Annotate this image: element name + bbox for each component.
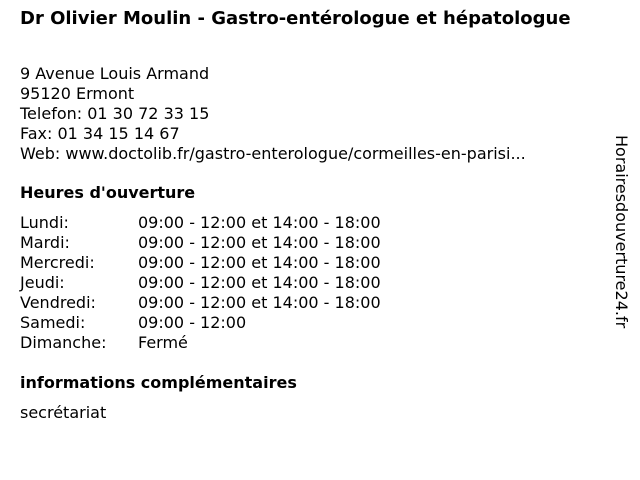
address-street: 9 Avenue Louis Armand (20, 64, 210, 83)
additional-info-text: secrétariat (20, 403, 107, 422)
day-label: Mardi: (20, 233, 70, 252)
website-link[interactable]: Web: www.doctolib.fr/gastro-enterologue/cormeilles-en-parisi... (20, 144, 526, 163)
time-value: 09:00 - 12:00 et 14:00 - 18:00 (138, 253, 381, 272)
time-value: 09:00 - 12:00 et 14:00 - 18:00 (138, 293, 381, 312)
address-city: 95120 Ermont (20, 84, 135, 103)
day-label: Lundi: (20, 213, 69, 232)
day-label: Samedi: (20, 313, 86, 332)
phone-number: Telefon: 01 30 72 33 15 (20, 104, 210, 123)
address-block (20, 64, 526, 164)
day-label: Mercredi: (20, 253, 95, 272)
fax-number: Fax: 01 34 15 14 67 (20, 124, 180, 143)
time-value: Fermé (138, 333, 188, 352)
additional-info-heading: informations complémentaires (20, 373, 297, 392)
time-value: 09:00 - 12:00 et 14:00 - 18:00 (138, 233, 381, 252)
day-label: Jeudi: (20, 273, 65, 292)
day-label: Dimanche: (20, 333, 107, 352)
page-title: Dr Olivier Moulin - Gastro-entérologue et hépatologue (20, 8, 571, 29)
site-watermark: Horairesdouverture24.fr (612, 135, 631, 329)
time-value: 09:00 - 12:00 (138, 313, 247, 332)
day-label: Vendredi: (20, 293, 96, 312)
opening-hours-heading: Heures d'ouverture (20, 183, 196, 202)
time-value: 09:00 - 12:00 et 14:00 - 18:00 (138, 273, 381, 292)
time-value: 09:00 - 12:00 et 14:00 - 18:00 (138, 213, 381, 232)
